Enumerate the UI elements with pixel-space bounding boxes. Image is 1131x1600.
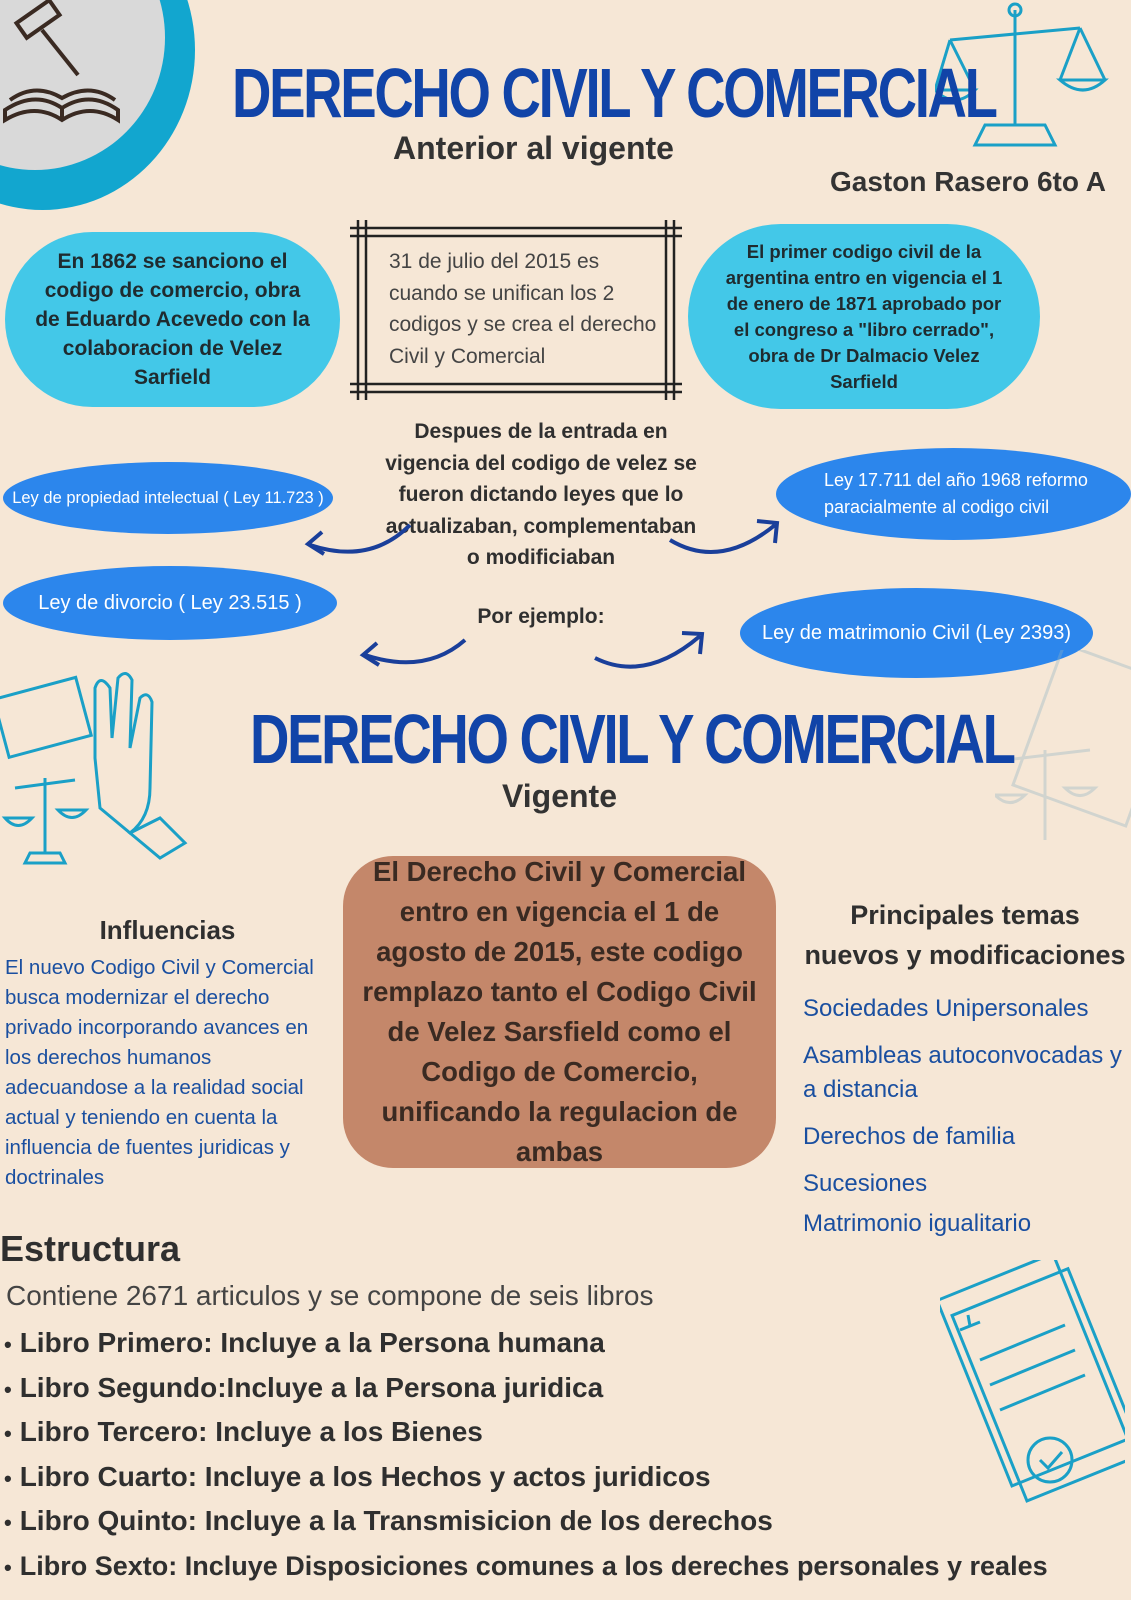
law-17711 bbox=[776, 448, 1131, 540]
current-center-text: El Derecho Civil y Comercial entro en vigencia el 1 de agosto de 2015, este codigo remplazo tanto el Codigo Civil de Velez Sarsfield como el Codigo de Comercio, unificando la regulacion de ambas bbox=[362, 856, 757, 1167]
topics-title: Principales temas nuevos y modificaciones bbox=[804, 900, 1126, 970]
law-divorcio-text: Ley de divorcio ( Ley 23.515 ) bbox=[38, 591, 302, 614]
arrow-right-top bbox=[665, 515, 785, 565]
law-propiedad-intelectual bbox=[3, 462, 333, 534]
topic-item: Matrimonio igualitario bbox=[803, 1210, 1032, 1237]
books-list bbox=[4, 1322, 1048, 1589]
arrow-right-bottom bbox=[590, 628, 710, 678]
book-item: • Libro Sexto: Incluye Disposiciones comunes a los dereches personales y reales bbox=[4, 1545, 1048, 1590]
box-codigo-civil bbox=[688, 224, 1040, 409]
book-item: • Libro Tercero: Incluye a los Bienes bbox=[4, 1411, 1048, 1456]
law-propiedad-intelectual-text: Ley de propiedad intelectual ( Ley 11.723 ) bbox=[12, 488, 324, 507]
current-center-box bbox=[343, 856, 776, 1168]
book-item: • Libro Quinto: Incluye a la Transmisicion de los derechos bbox=[4, 1500, 1048, 1545]
topic-item: Asambleas autoconvocadas y a distancia bbox=[803, 1042, 1122, 1103]
influences-title: Influencias bbox=[99, 915, 236, 945]
arrow-left-top bbox=[300, 520, 415, 565]
oath-hand-icon bbox=[0, 668, 195, 868]
current-subtitle: Vigente bbox=[502, 778, 617, 814]
laws-intro: Despues de la entrada en vigencia del codigo de velez se fueron dictando leyes que lo actualizaban, complementaban o modificiaban bbox=[385, 420, 697, 569]
current-title: DERECHO CIVIL Y COMERCIAL bbox=[250, 700, 1014, 778]
law-divorcio bbox=[3, 566, 337, 640]
page-title: DERECHO CIVIL Y COMERCIAL bbox=[232, 54, 996, 132]
box-codigo-comercio bbox=[5, 232, 340, 407]
book-item: • Libro Primero: Incluye a la Persona humana bbox=[4, 1322, 1048, 1367]
topics-list bbox=[803, 992, 1128, 1241]
law-17711-text: Ley 17.711 del año 1968 reformo paracialmente al codigo civil bbox=[824, 470, 1088, 517]
influences-text: El nuevo Codigo Civil y Comercial busca modernizar el derecho privado incorporando avances en los derechos humanos adecuandose a la realidad social actual y teniendo en cuenta la influencia de fuentes juridicas y doctrinales bbox=[5, 956, 314, 1189]
page-subtitle: Anterior al vigente bbox=[393, 130, 674, 166]
law-matrimonio-civil-text: Ley de matrimonio Civil (Ley 2393) bbox=[761, 621, 1072, 644]
structure-intro: Contiene 2671 articulos y se compone de seis libros bbox=[6, 1280, 654, 1311]
laws-example-label: Por ejemplo: bbox=[477, 605, 605, 628]
author-name: Gaston Rasero 6to A bbox=[830, 166, 1106, 197]
topic-item: Sucesiones bbox=[803, 1170, 928, 1197]
book-item: • Libro Segundo:Incluye a la Persona juridica bbox=[4, 1367, 1048, 1412]
book-item: • Libro Cuarto: Incluye a los Hechos y actos juridicos bbox=[4, 1456, 1048, 1501]
topic-item: Derechos de familia bbox=[803, 1123, 1016, 1150]
box-codigo-comercio-text: En 1862 se sanciono el codigo de comercio, obra de Eduardo Acevedo con la colaboracion de Velez Sarfield bbox=[35, 250, 310, 389]
box-unificacion: 31 de julio del 2015 es cuando se unifican los 2 codigos y se crea el derecho Civil y Comercial bbox=[389, 250, 657, 368]
arrow-left-bottom bbox=[355, 635, 470, 675]
topic-item: Sociedades Unipersonales bbox=[803, 995, 1089, 1022]
faint-document-icon bbox=[995, 650, 1131, 900]
box-codigo-civil-text: El primer codigo civil de la argentina entro en vigencia el 1 de enero de 1871 aprobado por el congreso a "libro cerrado", obra de Dr Dalmacio Velez Sarfield bbox=[725, 240, 1003, 392]
structure-title: Estructura bbox=[0, 1228, 181, 1269]
gavel-book-icon bbox=[0, 0, 130, 130]
